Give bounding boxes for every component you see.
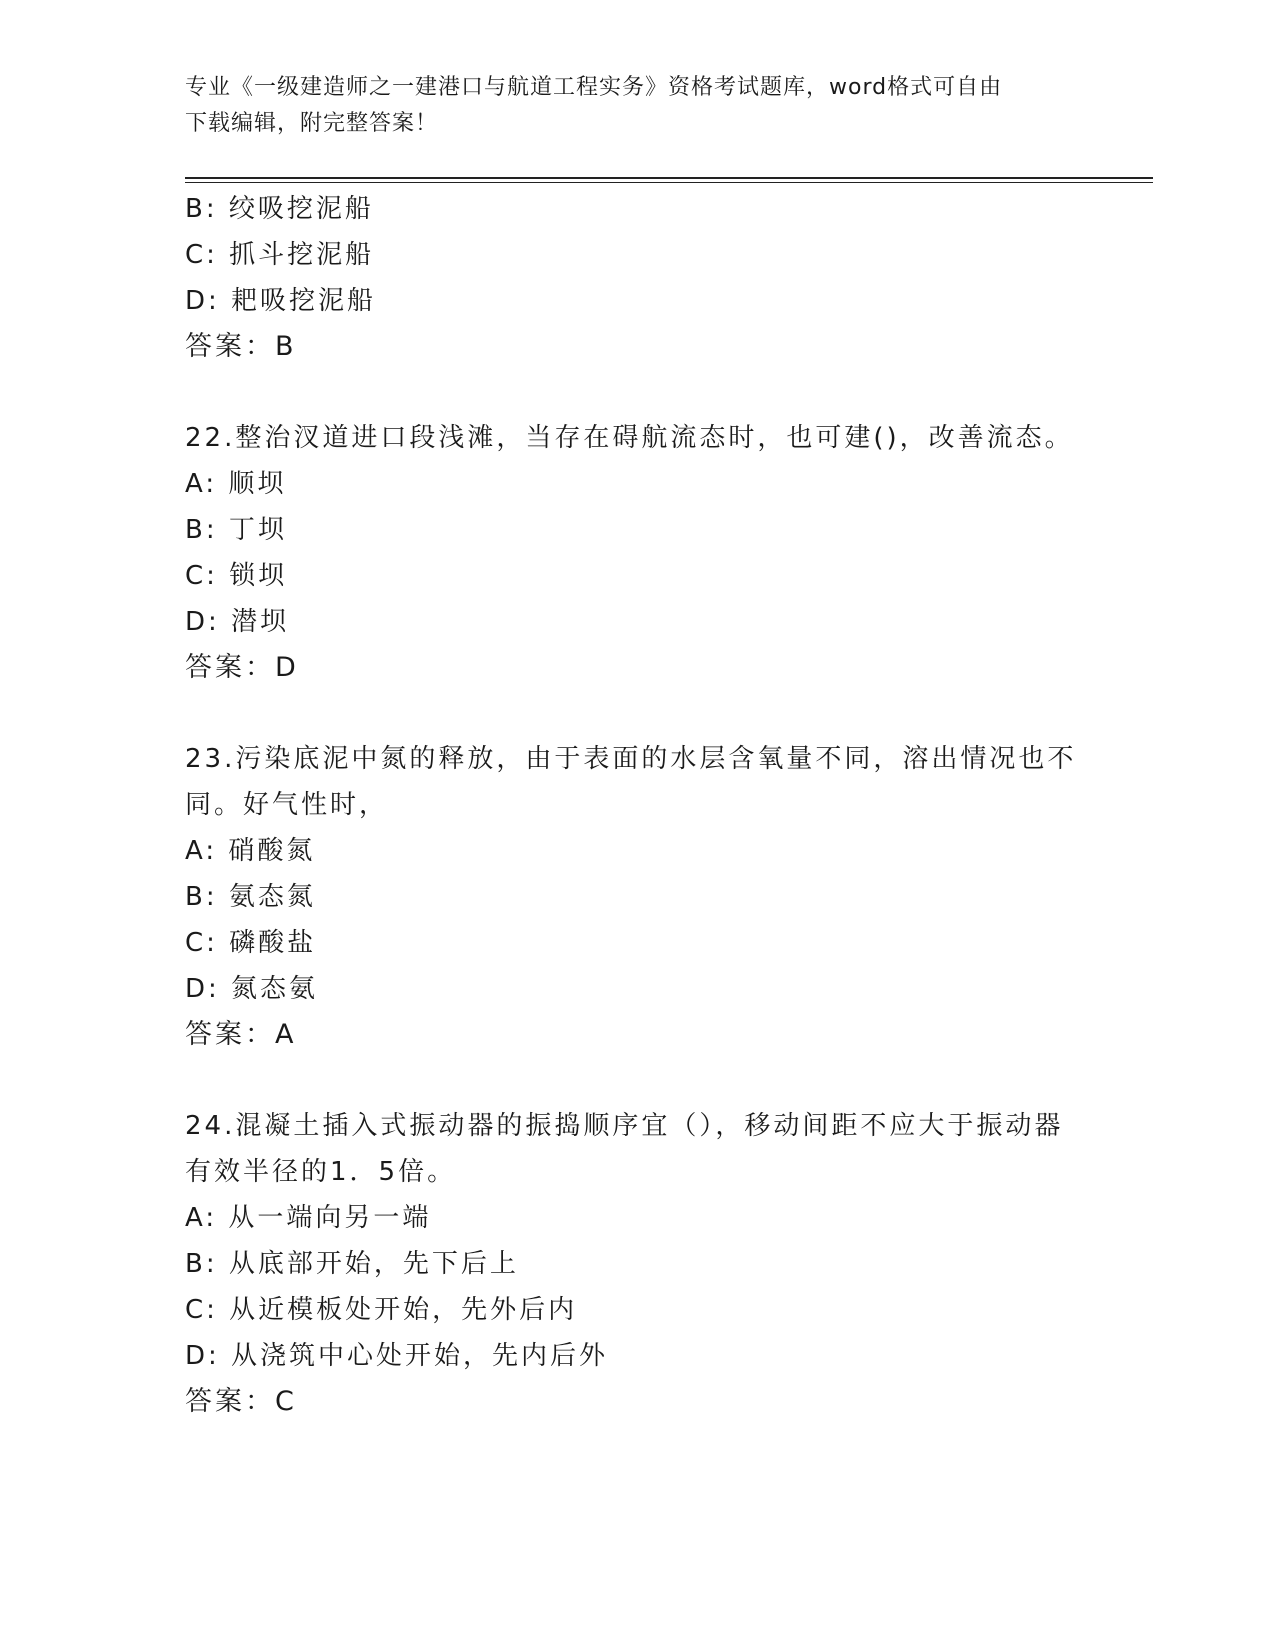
question-stem-line-1: 23.污染底泥中氮的释放，由于表面的水层含氧量不同，溶出情况也不 [185, 744, 1077, 774]
document-header [185, 70, 1065, 142]
question-stem-line-2: 同。好气性时， [185, 790, 389, 820]
option-b: B: 丁坝 [185, 515, 287, 545]
answer-line: 答案：B [185, 331, 297, 362]
answer-line: 答案：D [185, 652, 299, 683]
header-line-2: 下载编辑，附完整答案！ [185, 111, 439, 136]
header-line-1: 专业《一级建造师之一建港口与航道工程实务》资格考试题库，word格式可自由 [185, 75, 1003, 100]
answer-line: 答案：C [185, 1386, 297, 1417]
option-a: A: 顺坝 [185, 469, 287, 499]
spacer [185, 370, 1085, 415]
spacer [185, 691, 1085, 736]
question-stem: 22.整治汊道进口段浅滩，当存在碍航流态时，也可建()，改善流态。 [185, 423, 1074, 453]
question-21-continued [185, 186, 1085, 370]
option-a: A: 硝酸氮 [185, 836, 316, 866]
question-23 [185, 736, 1085, 1058]
option-d: D: 潜坝 [185, 607, 290, 637]
header-divider [185, 177, 1153, 183]
option-c: C: 从近模板处开始，先外后内 [185, 1295, 578, 1325]
option-d: D: 氮态氨 [185, 974, 319, 1004]
spacer [185, 1058, 1085, 1103]
option-b: B: 从底部开始，先下后上 [185, 1249, 519, 1279]
question-list [185, 186, 1085, 1425]
question-24 [185, 1103, 1085, 1425]
option-c: C: 磷酸盐 [185, 928, 317, 958]
option-c: C: 锁坝 [185, 561, 288, 591]
question-stem-line-2: 有效半径的1．5倍。 [185, 1157, 457, 1187]
option-c: C: 抓斗挖泥船 [185, 240, 375, 270]
option-d: D: 从浇筑中心处开始，先内后外 [185, 1341, 609, 1371]
option-a: A: 从一端向另一端 [185, 1203, 432, 1233]
option-b: B: 绞吸挖泥船 [185, 194, 374, 224]
question-22 [185, 415, 1085, 691]
question-stem-line-1: 24.混凝土插入式振动器的振捣顺序宜（），移动间距不应大于振动器 [185, 1111, 1064, 1141]
option-d: D: 耙吸挖泥船 [185, 286, 377, 316]
option-b: B: 氨态氮 [185, 882, 316, 912]
answer-line: 答案：A [185, 1019, 297, 1050]
